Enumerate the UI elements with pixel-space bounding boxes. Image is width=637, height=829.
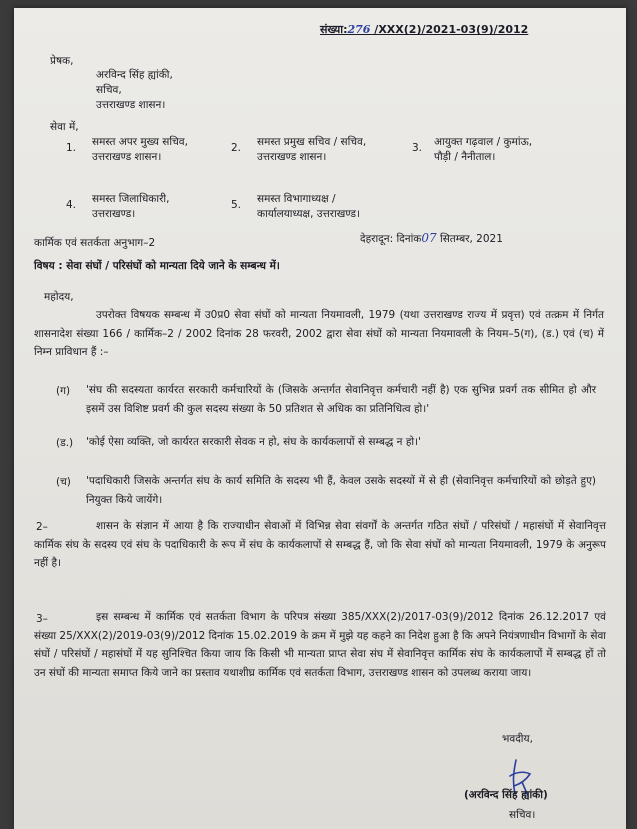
clause-text: 'पदाधिकारी जिसके अन्तर्गत संघ के कार्य समिति के सदस्य भी हैं, केवल उसके सदस्यों में से ही (सेवानिवृत्त कर्मचारियों को छोड़ते हुए) नियुक्त किये जायेंगे। [86, 475, 596, 506]
sender-label: प्रेषक, [50, 55, 74, 67]
dispatch-date: देहरादून: दिनांक07 सितम्बर, 2021 [360, 231, 503, 245]
recipient-number: 2. [231, 142, 242, 154]
recipient-line2: उत्तराखण्ड शासन। [92, 151, 162, 163]
recipient-number: 5. [231, 199, 242, 211]
handwritten-date: 07 [421, 231, 437, 245]
subject-text: सेवा संघों / परिसंघों को मान्यता दिये जाने के सम्बन्ध में। [66, 260, 280, 272]
reference-number: संख्या:276 /XXX(2)/2021-03(9)/2012 [320, 23, 529, 36]
paragraph-3: इस सम्बन्ध में कार्मिक एवं सतर्कता विभाग के परिपत्र संख्या 385/XXX(2)/2017-03(9)/2012 दिनांक 26.12.2017 एवं संख्या 25/XXX(2)/2019-03(9)/2012 दिनांक 15.02.2019 के क्रम में मुझे यह कहने का निदेश हुआ है कि अपने नियंत्रणाधीन विभागों के सेवा संघों / परिसंघों / महासंघों में यह सुनिश्चित किया जाय कि किसी भी मान्यता प्राप्त सेवा संघ में सेवानिवृत्त कार्मिक संघ के कार्यकलापों में सम्बद्ध हों तो उन संघों की मान्यता समाप्त किये जाने का प्रस्ताव यथाशीघ्र कार्मिक एवं सतर्कता विभाग, उत्तराखण्ड शासन को उपलब्ध कराया जाय। [34, 611, 606, 679]
recipient-line2: उत्तराखण्ड। [92, 208, 136, 220]
subject-label: विषय : [34, 260, 63, 272]
paragraph-2-number: 2– [36, 521, 48, 533]
signatory-designation: सचिव। [509, 809, 536, 821]
recipient-line1: समस्त जिलाधिकारी, [92, 193, 170, 205]
paragraph-2: शासन के संज्ञान में आया है कि राज्याधीन सेवाओं में विभिन्न सेवा संवर्गों के अन्तर्गत गठित संघों / परिसंघों / महासंघों में सेवानिवृत्त कार्मिक संघ के सदस्य एवं संघ के पदाधिकारी के रूप में संघ के कार्यकलापों से सम्बद्ध हैं, जो कि सेवा संघों को मान्यता नियमावली, 1979 के अनुरूप नहीं है। [34, 520, 606, 569]
clause-text: 'संघ की सदस्यता कार्यरत सरकारी कर्मचारियों के (जिसके अन्तर्गत सेवानिवृत्त कर्मचारी नहीं है) एक सुभिन्न प्रवर्ग तक सीमित हो और इसमें उस विशिष्ट प्रवर्ग की कुल सदस्य संख्या के 50 प्रतिशत से अधिक का प्रतिनिधित्व हो।' [86, 384, 596, 415]
sender-govt: उत्तराखण्ड शासन। [96, 99, 166, 111]
clause-label: (ग) [56, 385, 71, 397]
letter-page [14, 8, 626, 829]
recipient-line1: समस्त अपर मुख्य सचिव, [92, 136, 188, 148]
sender-designation: सचिव, [96, 84, 122, 96]
clause-label: (ड.) [56, 437, 74, 449]
recipient-number: 3. [412, 142, 423, 154]
department-name: कार्मिक एवं सतर्कता अनुभाग–2 [34, 237, 156, 249]
valediction: भवदीय, [502, 733, 533, 745]
recipients-label: सेवा में, [50, 121, 79, 133]
salutation: महोदय, [44, 291, 74, 303]
recipient-number: 1. [66, 142, 77, 154]
recipient-line2: पौड़ी / नैनीताल। [434, 151, 496, 163]
recipient-line1: समस्त विभागाध्यक्ष / [257, 193, 336, 205]
paragraph-3-number: 3– [36, 613, 48, 625]
recipient-line2: कार्यालयाध्यक्ष, उत्तराखण्ड। [257, 208, 360, 220]
clause-label: (च) [56, 476, 71, 488]
recipient-number: 4. [66, 199, 77, 211]
paragraph-1: उपरोक्त विषयक सम्बन्ध में उ0प्र0 सेवा संघों को मान्यता नियमावली, 1979 (यथा उत्तराखण्ड राज्य में प्रवृत्त) एवं तत्क्रम में निर्गत शासनादेश संख्या 166 / कार्मिक–2 / 2002 दिनांक 28 फरवरी, 2002 द्वारा सेवा संघों को मान्यता नियमावली के नियम–5(ग), (ड.) एवं (च) में निम्न प्राविधान हैं :– [34, 309, 604, 358]
recipient-line1: आयुक्त गढ़वाल / कुमांऊ, [434, 136, 533, 148]
recipient-line1: समस्त प्रमुख सचिव / सचिव, [257, 136, 367, 148]
recipient-line2: उत्तराखण्ड शासन। [257, 151, 327, 163]
signatory-name: (अरविन्द सिंह ह्यांकी) [464, 789, 548, 801]
handwritten-ref-number: 276 [347, 23, 371, 36]
sender-name: अरविन्द सिंह ह्यांकी, [96, 69, 173, 81]
subject-line [34, 259, 280, 273]
clause-text: 'कोई ऐसा व्यक्ति, जो कार्यरत सरकारी सेवक न हो, संघ के कार्यकलापों से सम्बद्ध न हो।' [86, 436, 421, 448]
